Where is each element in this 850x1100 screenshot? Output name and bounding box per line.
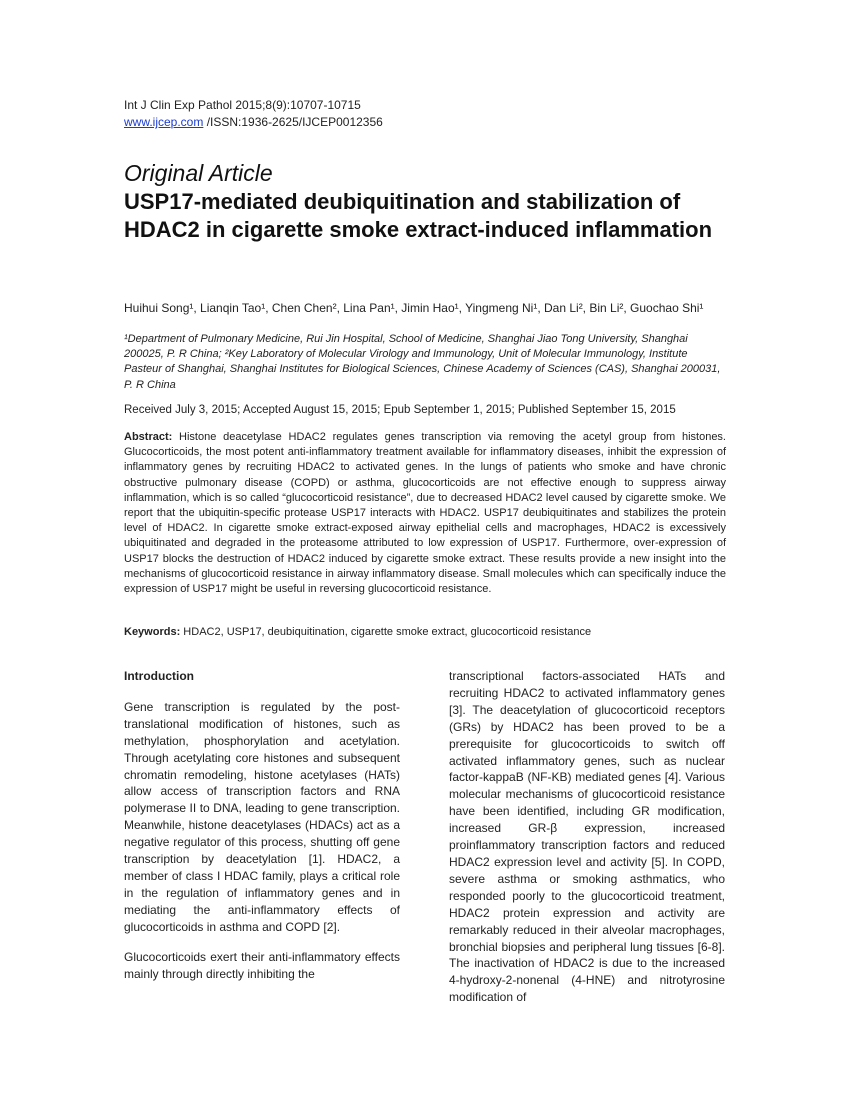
introduction-heading: Introduction: [124, 669, 194, 683]
author-list: Huihui Song¹, Lianqin Tao¹, Chen Chen², Lina Pan¹, Jimin Hao¹, Yingmeng Ni¹, Dan Li², Bin Li², Guochao Shi¹: [124, 301, 704, 315]
abstract-text: Histone deacetylase HDAC2 regulates genes transcription via removing the acetyl group from histones. Glucocorticoids, the most potent anti-inflammatory treatment available for inflammatory diseases, inhibit the expression of inflammatory genes by recruiting HDAC2 to activated genes. In the lungs of patients who smoke and have chronic obstructive pulmonary disease (COPD) or asthma, glucocorticoids are not effective enough to suppress airway inflammation, which is so called “glucocorticoid resistance”, due to decreased HDAC2 level caused by cigarette smoke. We report that the ubiquitin-specific protease USP17 interacts with HDAC2. USP17 deubiquitinates and stabilizes the protein level of HDAC2. In cigarette smoke extract-exposed airway epithelial cells and macrophages, HDAC2 is excessively ubiquitinated and degraded in the proteasome attributed to low expression of USP17. Furthermore, over-expression of USP17 blocks the destruction of HDAC2 induced by cigarette smoke extract. These results provide a new insight into the mechanisms of glucocorticoid resistance in airway inflammatory disease. Small molecules which can specifically induce the expression of USP17 might be useful in reversing glucocorticoid resistance.: [124, 431, 726, 596]
publication-dates: Received July 3, 2015; Accepted August 15, 2015; Epub September 1, 2015; Published September 15, 2015: [124, 404, 676, 416]
journal-link-line: [124, 114, 383, 131]
keywords: [124, 625, 734, 640]
abstract: [124, 430, 726, 597]
intro-paragraph-1: Gene transcription is regulated by the post-translational modification of histones, such as methylation, phosphorylation and acetylation. Through acetylating core histones and subsequent chromatin remodeling, histone acetylases (HATs) allow access of transcription factors and RNA polymerase II to DNA, leading to gene transcription. Meanwhile, histone deacetylases (HDACs) act as a negative regulator of this process, shutting off gene transcription by deacetylation [1]. HDAC2, a member of class I HDAC family, plays a critical role in the regulation of inflammatory genes and in mediating the anti-inflammatory effects of glucocorticoids in asthma and COPD [2].: [124, 699, 400, 934]
left-column: [124, 668, 400, 995]
abstract-label: Abstract:: [124, 431, 173, 443]
article-title: USP17-mediated deubiquitination and stabilization of HDAC2 in cigarette smoke extract-induced inflammation: [124, 189, 713, 242]
journal-issn: /ISSN:1936-2625/IJCEP0012356: [203, 115, 383, 129]
affiliations: ¹Department of Pulmonary Medicine, Rui Jin Hospital, School of Medicine, Shanghai Jiao Tong University, Shanghai 200025, P. R China; ²Key Laboratory of Molecular Virology and Immunology, Unit of Molecular Immunology, Institute Pasteur of Shanghai, Shanghai Institutes for Biological Sciences, Chinese Academy of Sciences (CAS), Shanghai 200031, P. R China: [124, 333, 721, 391]
intro-paragraph-3: transcriptional factors-associated HATs and recruiting HDAC2 to activated inflammatory genes [3]. The deacetylation of glucocorticoid receptors (GRs) by HDAC2 has been proved to be a prerequisite for glucocorticoids to switch off activated inflammatory genes, such as nuclear factor-kappaB (NF-KB) mediated genes [4]. Various molecular mechanisms of glucocorticoid resistance have been identified, including GR modification, increased GR-β expression, increased proinflammatory transcription factors and reduced HDAC2 expression level and activity [5]. In COPD, severe asthma or smoking asthmatics, who responded poorly to the glucocorticoid treatment, HDAC2 protein expression and activity are remarkably reduced in their alveolar macrophages, bronchial biopsies and peripheral lung tissues [6-8]. The inactivation of HDAC2 is due to the increased 4-hydroxy-2-nonenal (4-HNE) and nitrotyrosine modification of: [449, 669, 725, 1005]
journal-citation: Int J Clin Exp Pathol 2015;8(9):10707-10715: [124, 98, 361, 112]
keywords-text: HDAC2, USP17, deubiquitination, cigarette smoke extract, glucocorticoid resistance: [180, 626, 592, 638]
journal-header: [124, 97, 383, 131]
intro-paragraph-2: Glucocorticoids exert their anti-inflammatory effects mainly through directly inhibiting the: [124, 949, 400, 981]
right-column: [449, 668, 725, 1019]
article-type: Original Article: [124, 160, 273, 186]
keywords-label: Keywords:: [124, 626, 181, 638]
journal-link[interactable]: www.ijcep.com: [124, 115, 204, 129]
